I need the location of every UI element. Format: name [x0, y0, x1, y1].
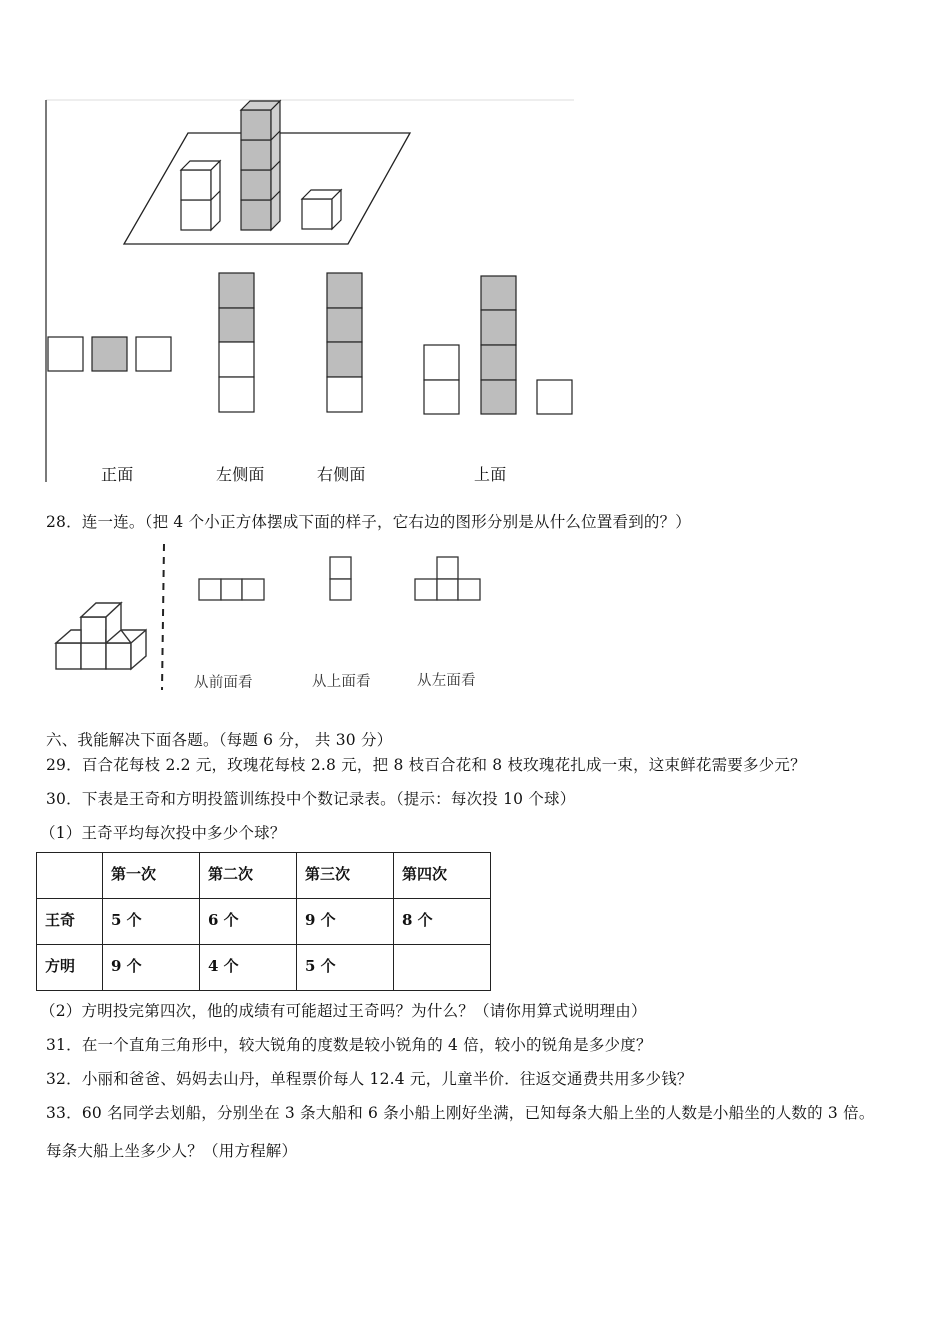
table-cell: 6 个 — [200, 899, 297, 945]
table-cell: 9 个 — [103, 945, 200, 991]
table-cell: 5 个 — [297, 945, 394, 991]
view-left-side — [219, 273, 254, 412]
cube-single-right — [302, 190, 341, 229]
shooting-record-table — [36, 852, 491, 991]
view-front — [48, 337, 171, 371]
table-cell: 5 个 — [103, 899, 200, 945]
cube-arrangement-3d — [56, 603, 146, 669]
question-33-line-2: 每条大船上坐多少人？（用方程解） — [46, 1142, 298, 1160]
table-cell: 方明 — [37, 945, 103, 991]
cube-stack-middle — [241, 101, 280, 230]
question-28: 28．连一连。（把 4 个小正方体摆成下面的样子，它右边的图形分别是从什么位置看到的？） — [46, 513, 691, 531]
table-header-cell: 第四次 — [394, 853, 491, 899]
question-32: 32．小丽和爸爸、妈妈去山丹，单程票价每人 12.4 元，儿童半价．往返交通费共用多少钱？ — [46, 1070, 693, 1088]
table-header-cell: 第一次 — [103, 853, 200, 899]
label-from-left: 从左面看 — [417, 673, 476, 689]
question-30: 30．下表是王奇和方明投篮训练投中个数记录表。（提示：每次投 10 个球） — [46, 790, 576, 808]
table-cell — [37, 853, 103, 899]
table-cell: 4 个 — [200, 945, 297, 991]
figure-cube-views — [0, 0, 600, 500]
question-33: 33．60 名同学去划船，分别坐在 3 条大船和 6 条小船上刚好坐满，已知每条大船上坐的人数是小船坐的人数的 3 倍。 — [46, 1104, 875, 1122]
label-right-side-view: 右侧面 — [317, 465, 366, 484]
table-header-row — [37, 853, 491, 899]
table-cell: 9 个 — [297, 899, 394, 945]
table-cell: 8 个 — [394, 899, 491, 945]
view-from-left — [415, 557, 480, 600]
question-29: 29．百合花每枝 2.2 元，玫瑰花每枝 2.8 元，把 8 枝百合花和 8 枝玫瑰花扎成一束，这束鲜花需要多少元？ — [46, 756, 806, 774]
question-31: 31．在一个直角三角形中，较大锐角的度数是较小锐角的 4 倍，较小的锐角是多少度？ — [46, 1036, 652, 1054]
label-from-top: 从上面看 — [312, 674, 371, 690]
table-cell: 王奇 — [37, 899, 103, 945]
table-row — [37, 945, 491, 991]
question-30-part-1: （1）王奇平均每次投中多少个球？ — [40, 824, 286, 842]
table-row — [37, 899, 491, 945]
table-header-cell: 第三次 — [297, 853, 394, 899]
question-30-part-2: （2）方明投完第四次，他的成绩有可能超过王奇吗？为什么？（请你用算式说明理由） — [40, 1002, 647, 1020]
cube-stack-left — [181, 161, 220, 230]
label-top-view: 上面 — [474, 465, 507, 484]
table-cell — [394, 945, 491, 991]
table-header-cell: 第二次 — [200, 853, 297, 899]
view-top — [424, 276, 572, 414]
view-from-front — [199, 579, 264, 600]
section-6-heading: 六、我能解决下面各题。（每题 6 分， 共 30 分） — [46, 731, 393, 749]
label-front-view: 正面 — [101, 465, 134, 484]
view-right-side — [327, 273, 362, 412]
label-from-front: 从前面看 — [194, 675, 253, 691]
view-from-top — [330, 557, 351, 600]
label-left-side-view: 左侧面 — [216, 465, 265, 484]
